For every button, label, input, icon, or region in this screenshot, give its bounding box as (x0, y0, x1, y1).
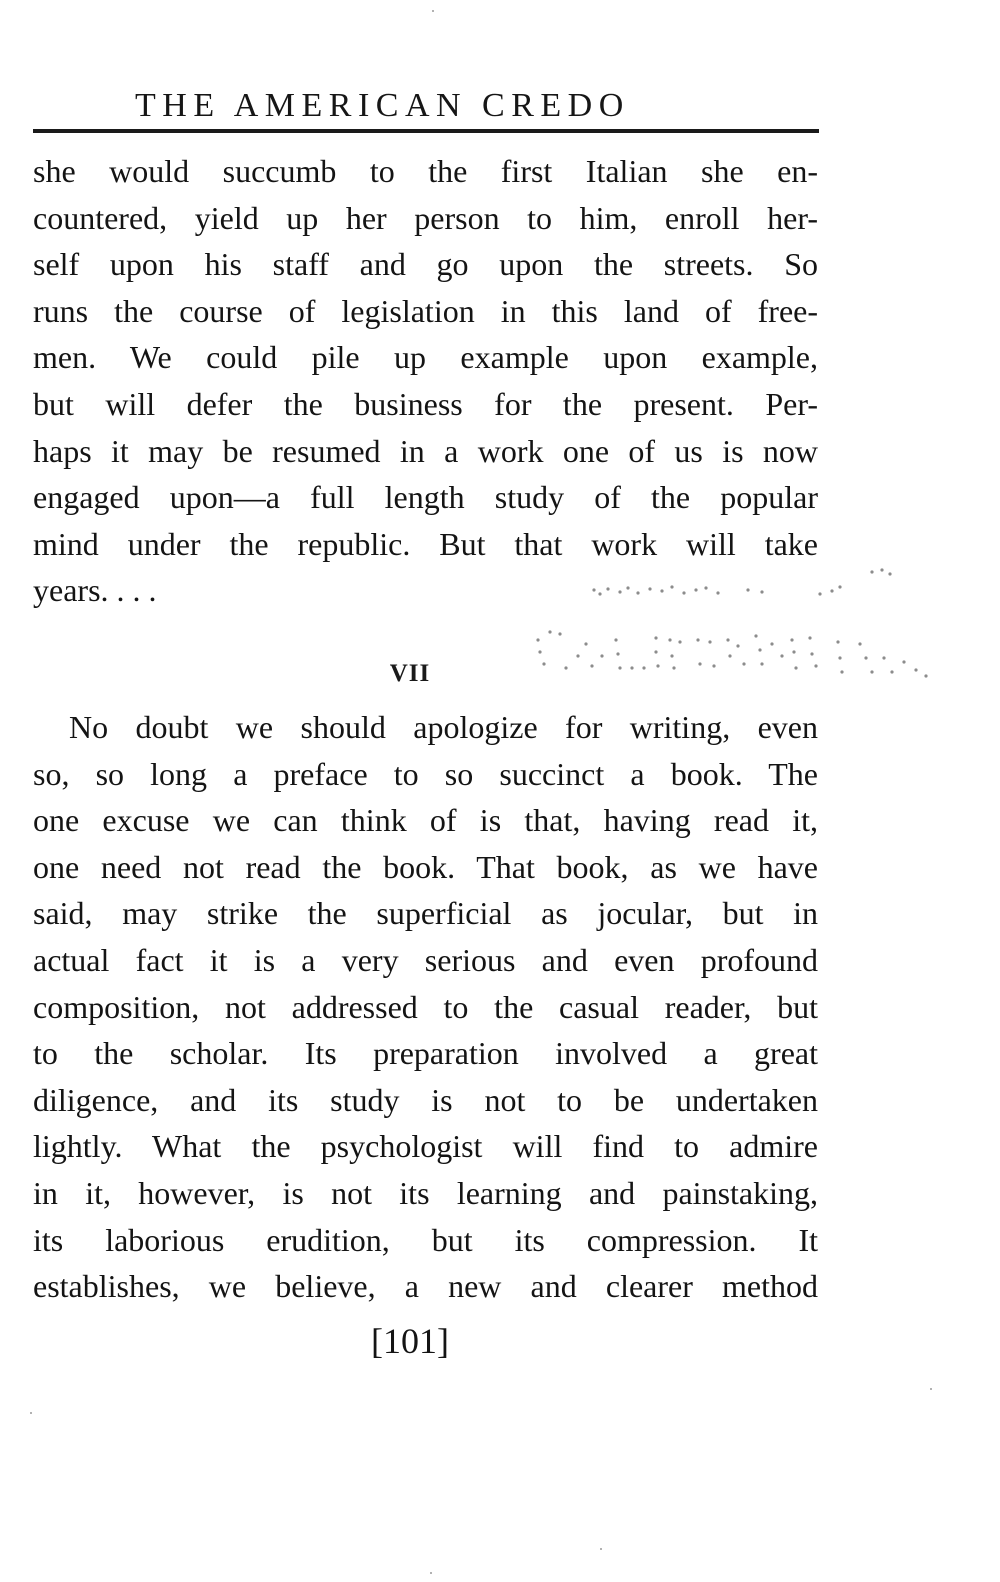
text-line: so, so long a preface to so succinct a book. The (33, 755, 818, 792)
text-line: diligence, and its study is not to be undertaken (33, 1081, 818, 1118)
text-line: she would succumb to the first Italian she en- (33, 153, 818, 189)
text-line: in it, however, is not its learning and painstaking, (33, 1174, 818, 1211)
text-line: establishes, we believe, a new and clearer method (33, 1268, 818, 1305)
text-line: years. . . . (33, 572, 157, 609)
running-head: THE AMERICAN CREDO (135, 87, 630, 124)
text-line: to the scholar. Its preparation involved a great (33, 1035, 818, 1072)
scan-speck (432, 10, 434, 12)
scan-speck (600, 1548, 602, 1550)
text-line: said, may strike the superficial as jocular, but in (33, 895, 818, 932)
text-line: self upon his staff and go upon the streets. So (33, 246, 818, 283)
text-line: men. We could pile up example upon example, (33, 339, 818, 376)
text-line: lightly. What the psychologist will find to admire (33, 1128, 818, 1165)
text-line: No doubt we should apologize for writing, even (69, 709, 818, 745)
section-number: VII (389, 660, 431, 687)
text-line: one need not read the book. That book, as we have (33, 848, 818, 885)
text-line: haps it may be resumed in a work one of us is now (33, 432, 818, 469)
paragraph-section (33, 704, 818, 1310)
text-line: countered, yield up her person to him, enroll her- (33, 199, 818, 236)
library-stamp-mark (520, 560, 940, 695)
text-line: one excuse we can think of is that, having read it, (33, 802, 818, 839)
text-line: mind under the republic. But that work will take (33, 525, 818, 562)
scan-speck (430, 1572, 432, 1574)
header-rule (33, 129, 819, 133)
scan-speck (930, 1388, 932, 1390)
text-line: composition, not addressed to the casual reader, but (33, 988, 818, 1025)
text-line: engaged upon—a full length study of the popular (33, 479, 818, 516)
page-number: [101] (371, 1321, 449, 1361)
text-line: runs the course of legislation in this land of free- (33, 292, 818, 329)
text-line: its laborious erudition, but its compression. It (33, 1221, 818, 1258)
text-line: actual fact it is a very serious and even profound (33, 941, 818, 978)
paragraph-continued (33, 148, 818, 614)
scan-speck (30, 1412, 32, 1414)
text-line: but will defer the business for the present. Per- (33, 385, 818, 422)
